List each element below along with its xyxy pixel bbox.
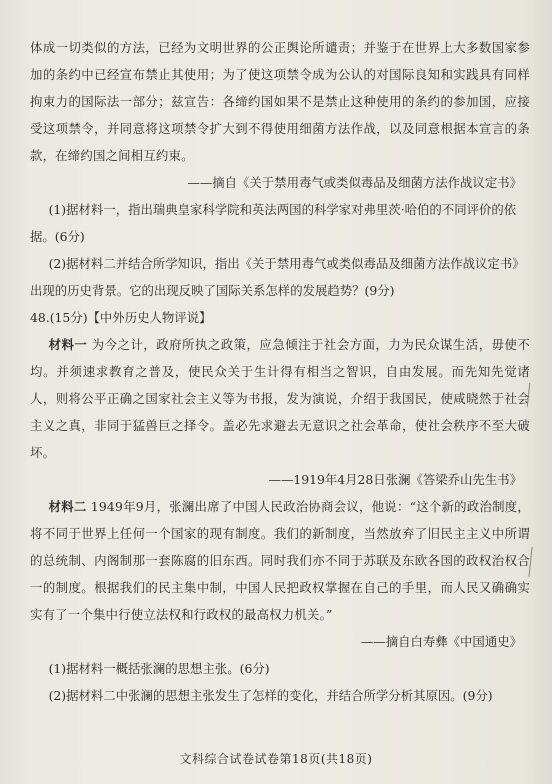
treaty-text: 体成一切类似的方法，已经为文明世界的公正舆论所谴责；并鉴于在世界上大多数国家参加的条约中已经宣布禁止其使用；为了使这项禁令成为公认的对国际良知和实践具有同样拘束力的国际法一部分；兹宣告：各缔约国如果不是禁止这种使用的条约的参加国，应接受这项禁令，并同意将这项禁令扩大到不得使用细菌方法作战，以及同意根据本宣言的条款，在缔约国之间相互约束。 [30, 40, 530, 163]
question-2: (2)据材料二并结合所学知识，指出《关于禁用毒气或类似毒品及细菌方法作战议定书》出现的历史背景。它的出现反映了国际关系怎样的发展趋势？(9分) [30, 256, 525, 298]
question-48-title: 48.(15分)【中外历史人物评说】 [30, 310, 212, 325]
material-one-text: 为今之计，政府所执之政策，应急倾注于社会方面，力为民众谋生活，毋使不均。并须速求教育之普及，使民众关于生计得有相当之智识，自由发展。而先知先觉诸人，则将公平正确之国家社会主义等为书报，发为演说，介绍于我国民，使咸晓然于社会主义之真，非同于猛兽巨之择令。盖必先求避去无意识之社会革命，使社会秩序不至大破坏。 [30, 337, 530, 460]
material-two-text: 1949年9月，张澜出席了中国人民政治协商会议，他说：“这个新的政治制度，将不同于世界上任何一个国家的现有制度。我们的新制度，当然放弃了旧民主主义中所谓的总统制、内阁制那一套陈腐的旧东西。同时我们亦不同于苏联及东欧各国的政权治权合一的制度。根据我们的民主集中制，中国人民把政权掌握在自己的手里，而人民又确确实实有了一个集中行使立法权和行政权的最高权力机关。” [30, 499, 530, 622]
material-two-continued [30, 34, 530, 709]
material-one-source: ——1919年4月28日张澜《答梁乔山先生书》 [268, 472, 522, 487]
page-footer: 文科综合试卷试卷第18页(共18页) [179, 752, 373, 766]
treaty-source: ——摘自《关于禁用毒气或类似毒品及细菌方法作战议定书》 [187, 175, 522, 190]
question-1: (1)据材料一，指出瑞典皇家科学院和英法两国的科学家对弗里茨·哈伯的不同评价的依据。(6分) [30, 202, 517, 244]
material-one-label: 材料一 [48, 337, 88, 352]
material-one [30, 331, 530, 466]
margin-pencil-mark [528, 547, 552, 579]
margin-pencil-mark [527, 383, 552, 409]
material-two [30, 493, 530, 628]
question-48-1: (1)据材料一概括张澜的思想主张。(6分) [48, 661, 270, 676]
material-two-label: 材料二 [48, 499, 87, 514]
material-two-source: ——摘自白寿彝《中国通史》 [360, 634, 522, 649]
question-48-2: (2)据材料二中张澜的思想主张发生了怎样的变化，并结合所学分析其原因。(9分) [48, 688, 493, 703]
